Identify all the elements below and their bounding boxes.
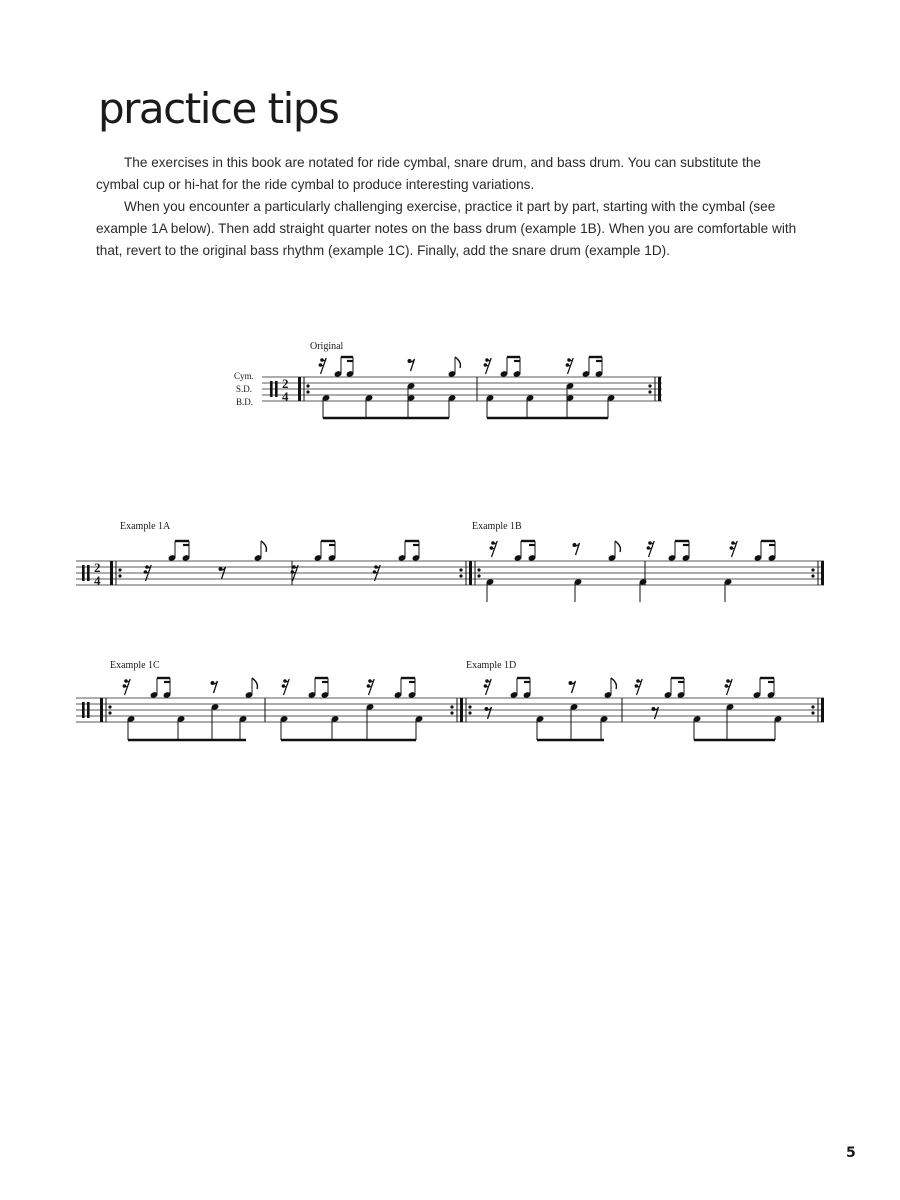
paragraph-1: The exercises in this book are notated for ride cymbal, snare drum, and bass drum. You can substitute the cymbal cup or hi-hat for the ride cymbal to produce interesting variations. <box>96 155 761 192</box>
instrument-label-snare: S.D. <box>236 384 253 394</box>
svg-text:4: 4 <box>94 573 101 588</box>
example-1b-bass <box>486 578 733 602</box>
instrument-label-bass: B.D. <box>236 397 254 407</box>
original-drum-voice <box>322 382 616 418</box>
example-1a-label: Example 1A <box>120 521 171 532</box>
svg-text:2: 2 <box>282 376 289 391</box>
staff-row-2 <box>76 698 824 722</box>
time-signature <box>282 376 289 404</box>
staff-row-1 <box>76 561 824 585</box>
example-1b-label: Example 1B <box>472 521 522 532</box>
instrument-label-cymbal: Cym. <box>234 371 254 381</box>
clef-row-1 <box>82 560 101 588</box>
example-1d-cymbal <box>484 678 776 699</box>
original-label: Original <box>310 341 344 352</box>
example-1c-cymbal <box>123 678 417 699</box>
svg-text:4: 4 <box>282 389 289 404</box>
example-1c-label: Example 1C <box>110 660 160 671</box>
page-number: 5 <box>846 1145 856 1161</box>
svg-text:2: 2 <box>94 560 101 575</box>
original-staff <box>262 377 662 401</box>
page-title: practice tips <box>98 84 339 133</box>
example-1b-cymbal <box>490 541 777 562</box>
original-cymbal-voice <box>319 357 604 378</box>
paragraph-2: When you encounter a particularly challenging exercise, practice it part by part, starting with the cymbal (see example 1A below). Then add straight quarter notes on the bass drum (example 1B). When you are comfortable with that, revert to the original bass rhythm (example 1C). Finally, add the snare drum (example 1D). <box>96 199 797 258</box>
example-1d-label: Example 1D <box>466 660 517 671</box>
